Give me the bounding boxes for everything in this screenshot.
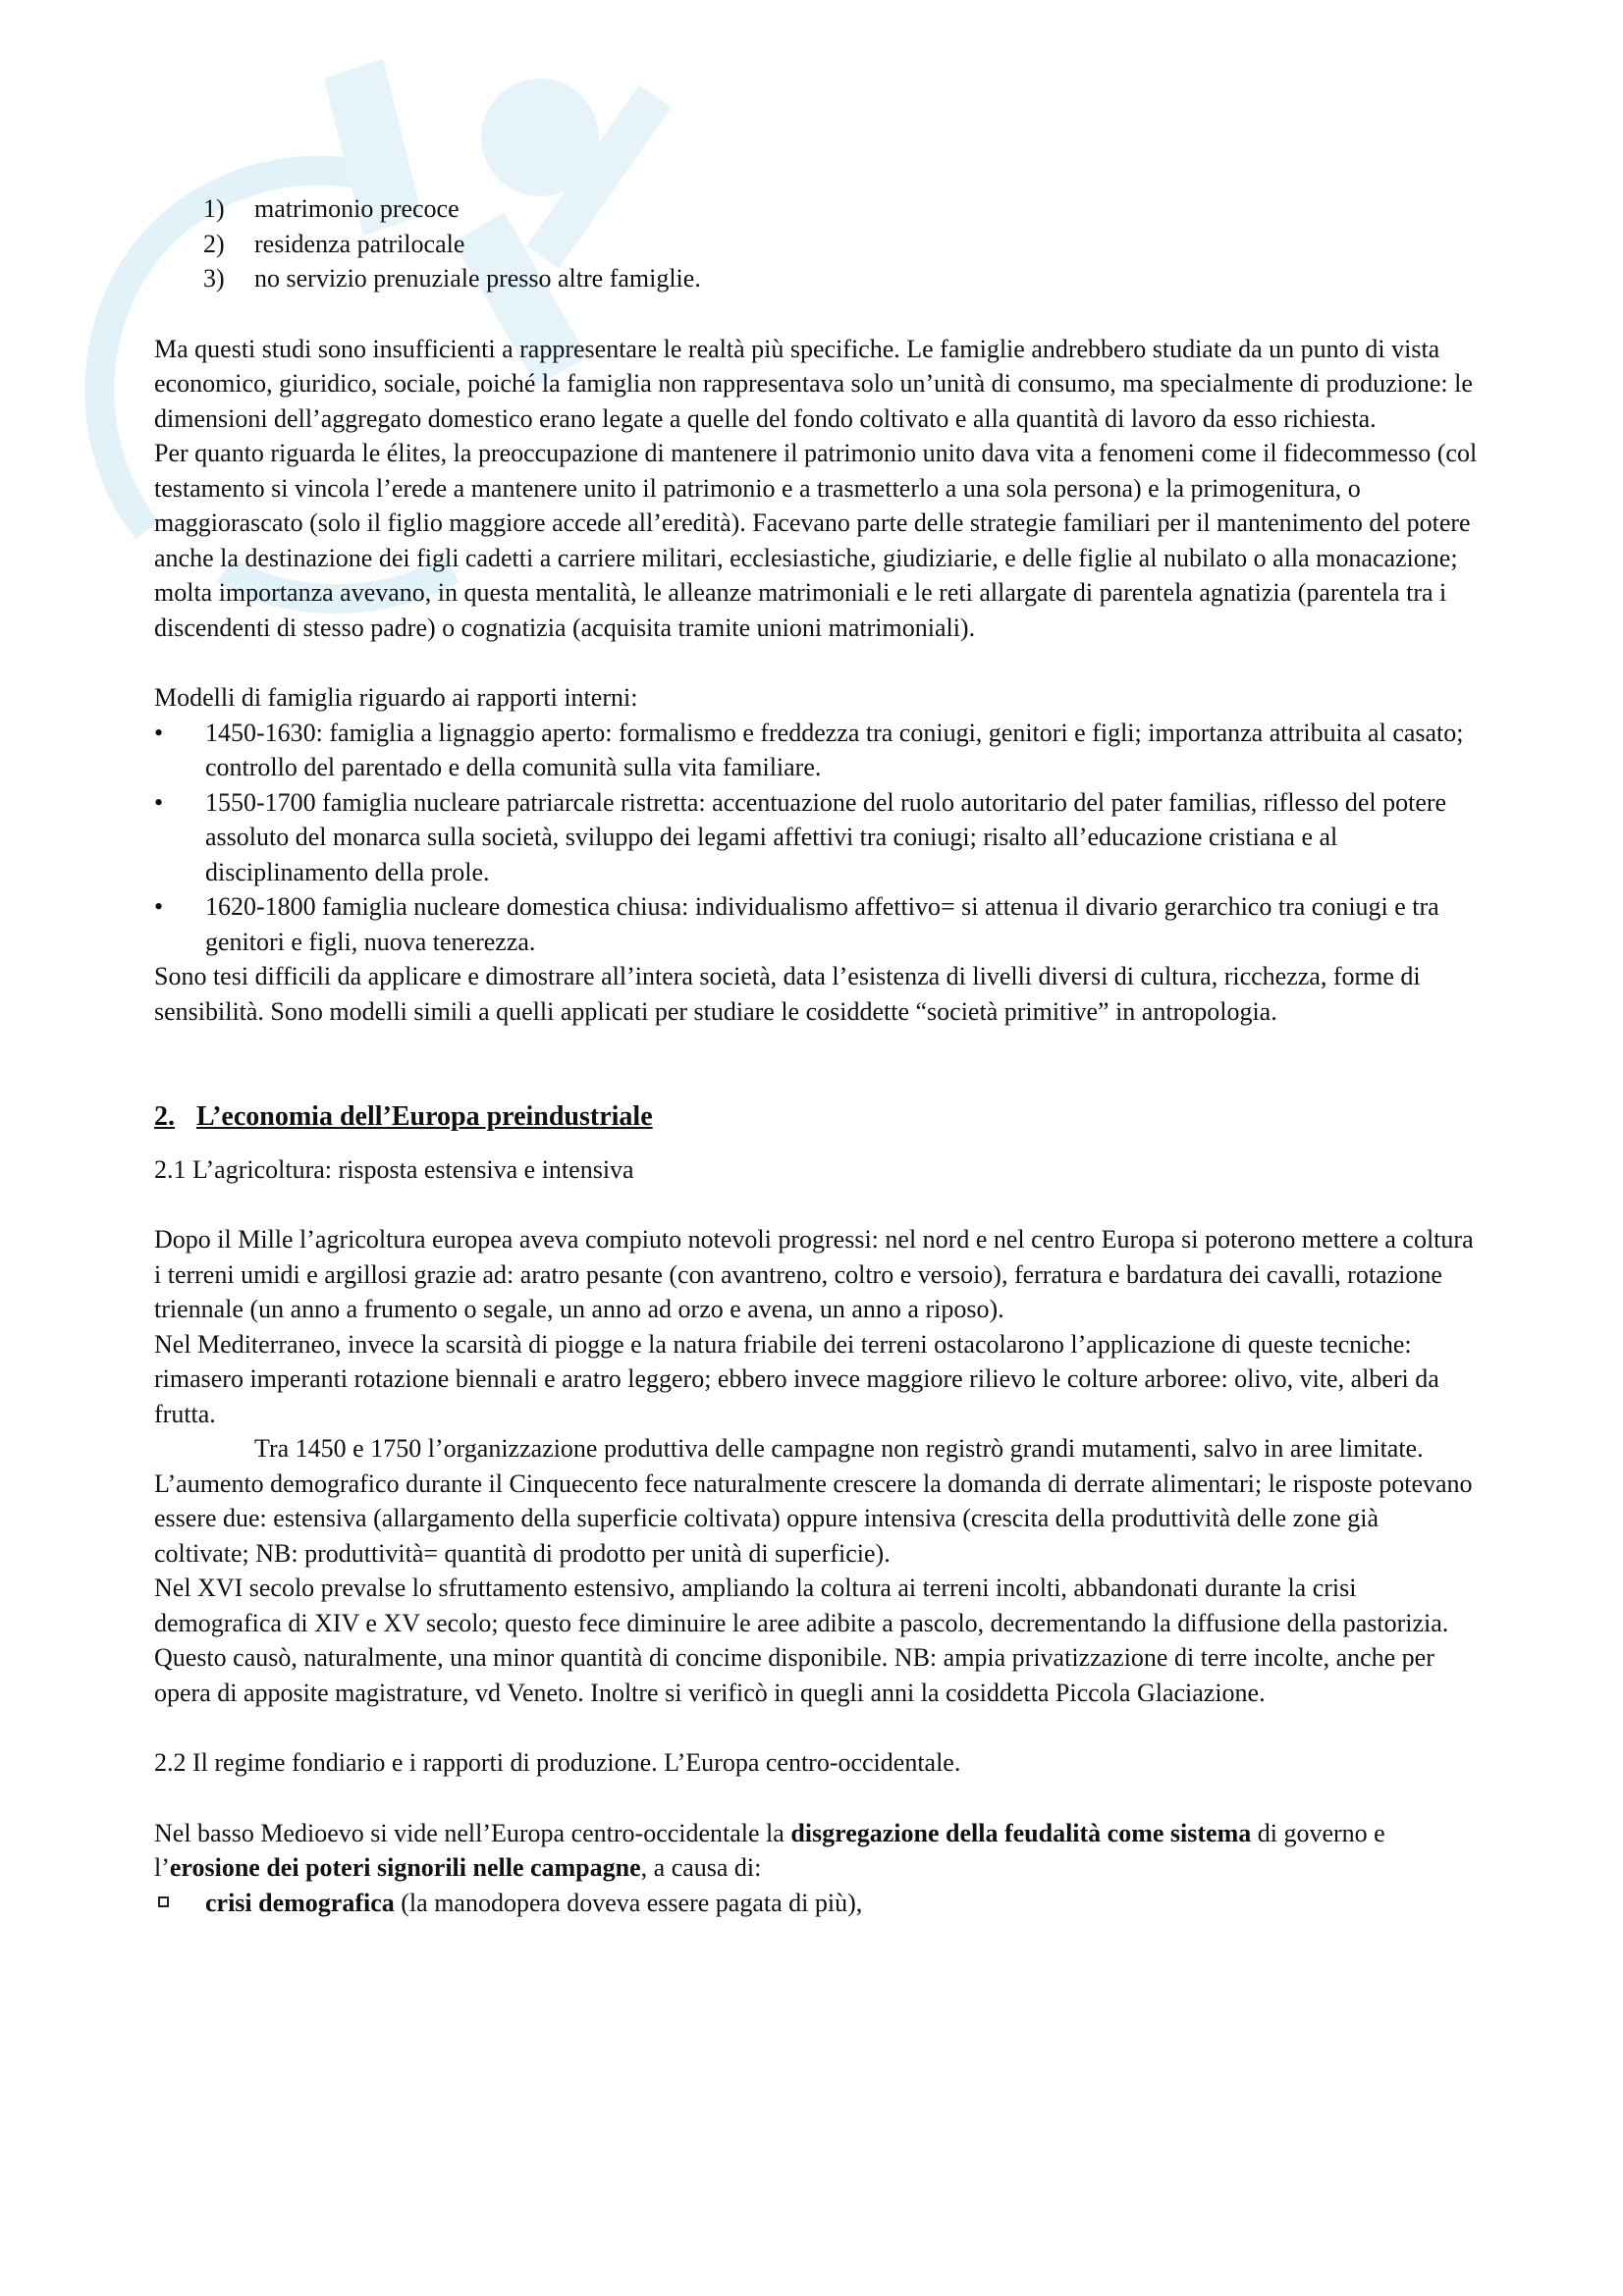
paragraph-studies: Ma questi studi sono insufficienti a rappresentare le realtà più specifiche. Le famiglie andrebbero studiate da un punto di vista economico, giuridico, sociale, poiché la famiglia non rappresentava solo un’unità di consumo, ma specialmente di produzione: le dimensioni dell’aggregato domestico erano legate a quelle del fondo coltivato e alla quantità di lavoro da esso richiesta. [154, 334, 1473, 433]
models-list [154, 716, 1480, 960]
models-intro: Modelli di famiglia riguardo ai rapporti interni: [154, 683, 638, 712]
paragraph-feudalism: Nel basso Medioevo si vide nell’Europa centro-occidentale la disgregazione della feudalità come sistema di governo e l’erosione dei poteri signorili nelle campagne, a causa di: [154, 1818, 1385, 1882]
bullet-icon: • [154, 787, 164, 817]
paragraph-theses: Sono tesi difficili da applicare e dimostrare all’intera società, data l’esistenza di livelli diversi di cultura, ricchezza, forme di sensibilità. Sono modelli simili a quelli applicati per studiare le cosiddette “società primitive” in antropologia. [154, 962, 1421, 1026]
bullet-icon: • [154, 718, 164, 747]
subsection-heading: 2.2 Il regime fondiario e i rapporti di produzione. L’Europa centro-occidentale. [154, 1748, 961, 1777]
subsection-heading: 2.1 L’agricoltura: risposta estensiva e intensiva [154, 1154, 634, 1184]
paragraph-agriculture: Dopo il Mille l’agricoltura europea aveva compiuto notevoli progressi: nel nord e nel centro Europa si poterono mettere a coltura i terreni umidi e argillosi grazie ad: aratro pesante (con avantreno, coltro e versoio), ferratura e bardatura dei cavalli, rotazione triennale (un anno a frumento o segale, un anno ad orzo e avena, un anno a riposo). [154, 1225, 1474, 1323]
list-item: 3) no servizio prenuziale presso altre famiglie. [203, 264, 701, 293]
list-item: crisi demografica (la manodopera doveva essere pagata di più), [154, 1886, 1480, 1921]
section-heading: 2. L’economia dell’Europa preindustriale [154, 1101, 653, 1132]
causes-list [154, 1886, 1480, 1921]
list-item: 1) matrimonio precoce [203, 194, 460, 223]
list-item: 2) residenza patrilocale [203, 229, 465, 258]
paragraph-mediterranean: Nel Mediterraneo, invece la scarsità di piogge e la natura friabile dei terreni ostacolarono l’applicazione di queste tecniche: rimasero imperanti rotazione biennali e aratro leggero; ebbero invece maggiore rilievo le colture arboree: olivo, vite, alberi da frutta. [154, 1329, 1439, 1428]
paragraph-organization: Tra 1450 e 1750 l’organizzazione produttiva delle campagne non registrò grandi mutamenti, salvo in aree limitate. L’aumento demografico durante il Cinquecento fece naturalmente crescere la domanda di derrate alimentari; le risposte potevano essere due: estensiva (allargamento della superficie coltivata) oppure intensiva (crescita della produttività delle zone già coltivate; NB: produttività= quantità di prodotto per unità di superficie). [154, 1434, 1473, 1568]
bullet-icon: • [154, 892, 164, 921]
numbered-list [154, 191, 1480, 296]
list-item: • 1550-1700 famiglia nucleare patriarcale ristretta: accentuazione del ruolo autoritario del pater familias, riflesso del potere assoluto del monarca sulla società, sviluppo dei legami affettivi tra coniugi; risalto all’educazione cristiana e al disciplinamento della prole. [154, 785, 1480, 890]
paragraph-xvi-century: Nel XVI secolo prevalse lo sfruttamento estensivo, ampliando la coltura ai terreni incolti, abbandonati durante la crisi demografica di XIV e XV secolo; questo fece diminuire le aree adibite a pascolo, decrementando la diffusione della pastorizia. Questo causò, naturalmente, una minor quantità di concime disponibile. NB: ampia privatizzazione di terre incolte, anche per opera di apposite magistrature, vd Veneto. Inoltre si verificò in quegli anni la cosiddetta Piccola Glaciazione. [154, 1574, 1449, 1707]
list-item: • 1620-1800 famiglia nucleare domestica chiusa: individualismo affettivo= si attenua il divario gerarchico tra coniugi e tra genitori e figli, nuova tenerezza. [154, 889, 1480, 959]
checkbox-square-icon [158, 1896, 169, 1907]
paragraph-elites: Per quanto riguarda le élites, la preoccupazione di mantenere il patrimonio unito dava vita a fenomeni come il fidecommesso (col testamento si vincola l’erede a mantenere unito il patrimonio e a trasmetterlo a una sola persona) e la primogenitura, o maggiorascato (solo il figlio maggiore accede all’eredità). Facevano parte delle strategie familiari per il mantenimento del potere anche la destinazione dei figli cadetti a carriere militari, ecclesiastiche, giudiziarie, e delle figlie al nubilato o alla monacazione; molta importanza avevano, in questa mentalità, le alleanze matrimoniali e le reti allargate di parentela agnatizia (parentela tra i discendenti di stesso padre) o cognatizia (acquisita tramite unioni matrimoniali). [154, 439, 1478, 642]
list-item: • 1450-1630: famiglia a lignaggio aperto: formalismo e freddezza tra coniugi, genitori e figli; importanza attribuita al casato; controllo del parentado e della comunità sulla vita familiare. [154, 716, 1480, 785]
